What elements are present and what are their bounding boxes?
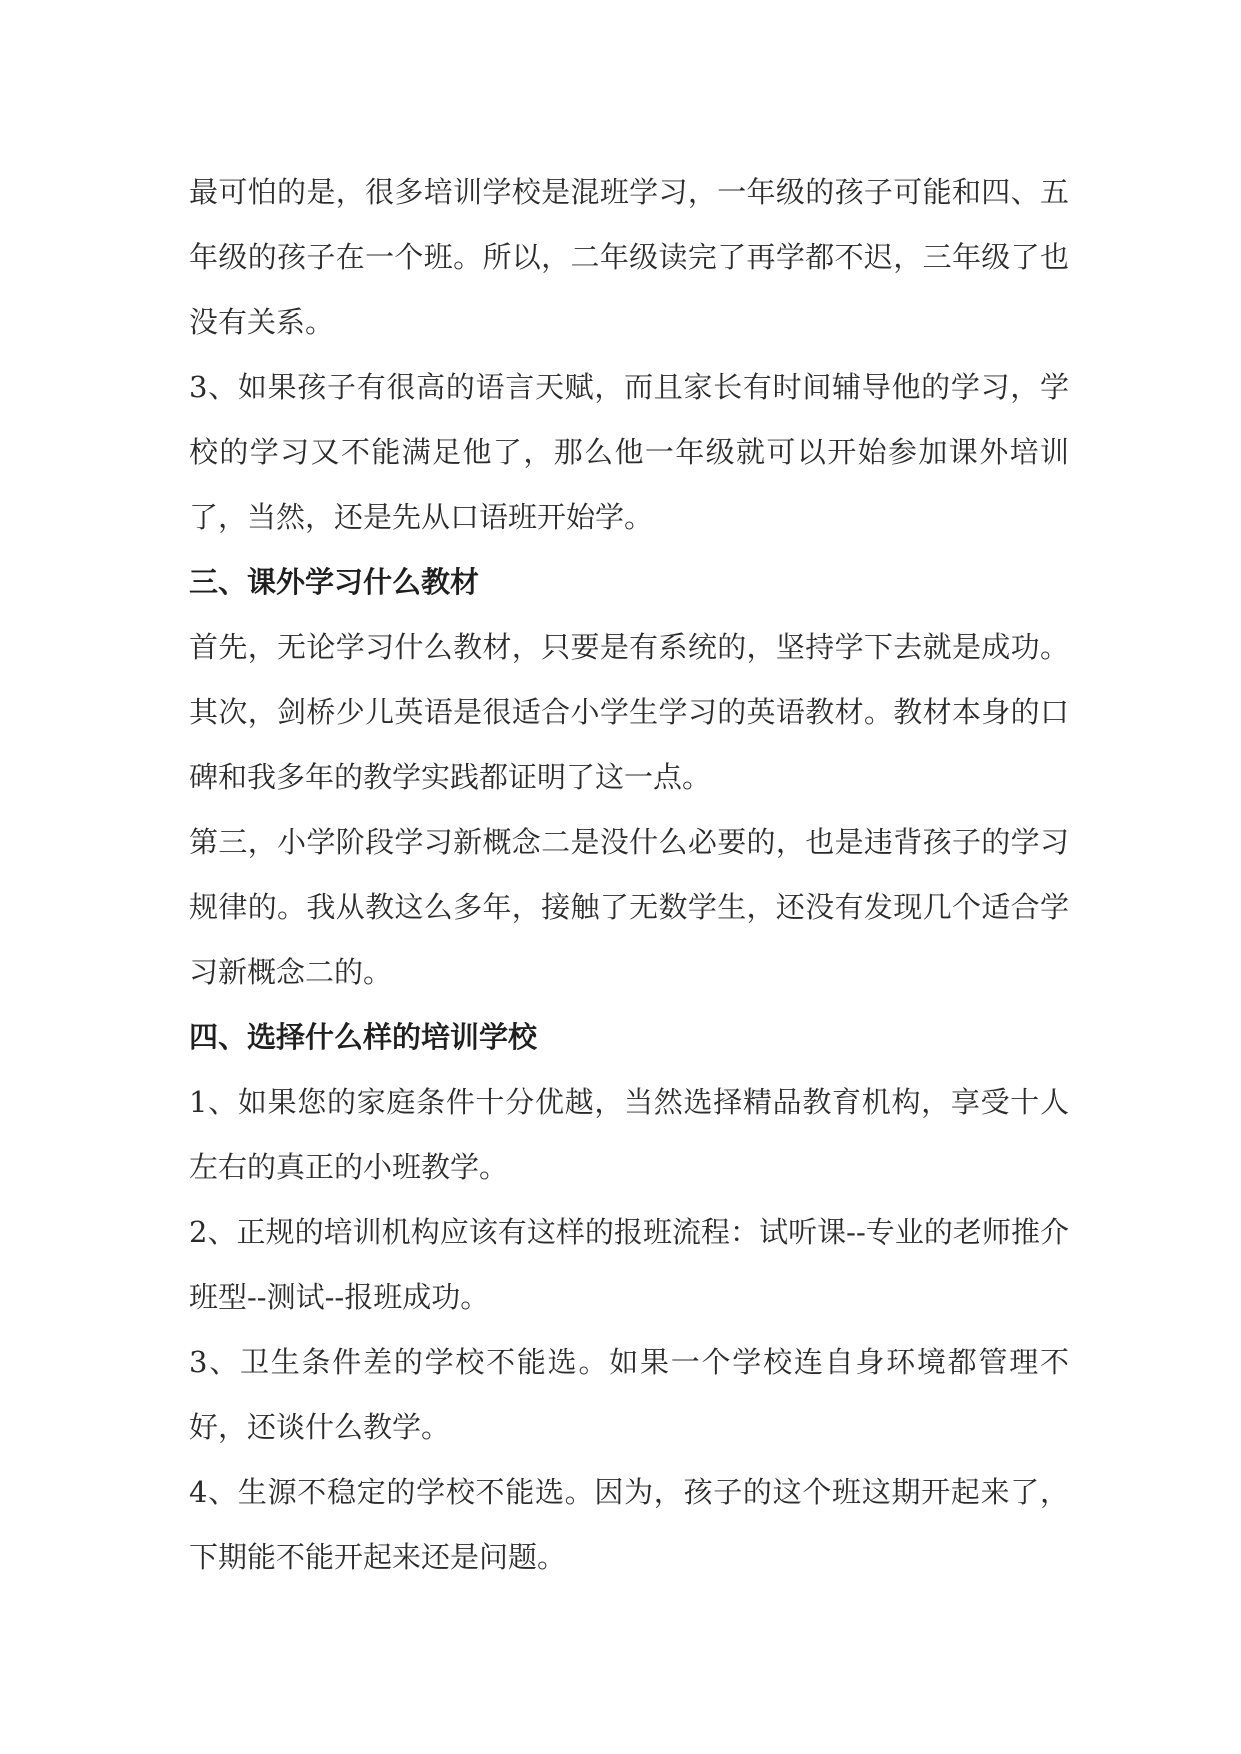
paragraph-school-point-4: 4、生源不稳定的学校不能选。因为，孩子的这个班这期开起来了，下期能不能开起来还是问题。: [189, 1475, 1069, 1574]
paragraph-school-point-1: 1、如果您的家庭条件十分优越，当然选择精品教育机构，享受十人左右的真正的小班教学。: [189, 1085, 1069, 1184]
paragraph-school-point-3: 3、卫生条件差的学校不能选。如果一个学校连自身环境都管理不好，还谈什么教学。: [189, 1345, 1069, 1444]
paragraph-textbook-third: 第三，小学阶段学习新概念二是没什么必要的，也是违背孩子的学习规律的。我从教这么多年，接触了无数学生，还没有发现几个适合学习新概念二的。: [189, 825, 1069, 989]
section-heading-choose-school: 四、选择什么样的培训学校: [189, 1020, 538, 1054]
paragraph-textbook-first-second: 首先，无论学习什么教材，只要是有系统的，坚持学下去就是成功。其次，剑桥少儿英语是很适合小学生学习的英语教材。教材本身的口碑和我多年的教学实践都证明了这一点。: [189, 630, 1069, 794]
document-body: [189, 160, 1069, 1590]
section-heading-textbooks: 三、课外学习什么教材: [189, 565, 480, 599]
paragraph-mixed-classes: 最可怕的是，很多培训学校是混班学习，一年级的孩子可能和四、五年级的孩子在一个班。所以，二年级读完了再学都不迟，三年级了也没有关系。: [189, 175, 1069, 339]
paragraph-point-3-talent: 3、如果孩子有很高的语言天赋，而且家长有时间辅导他的学习，学校的学习又不能满足他了，那么他一年级就可以开始参加课外培训了，当然，还是先从口语班开始学。: [189, 370, 1069, 534]
paragraph-school-point-2: 2、正规的培训机构应该有这样的报班流程：试听课--专业的老师推介班型--测试--报班成功。: [189, 1215, 1069, 1314]
